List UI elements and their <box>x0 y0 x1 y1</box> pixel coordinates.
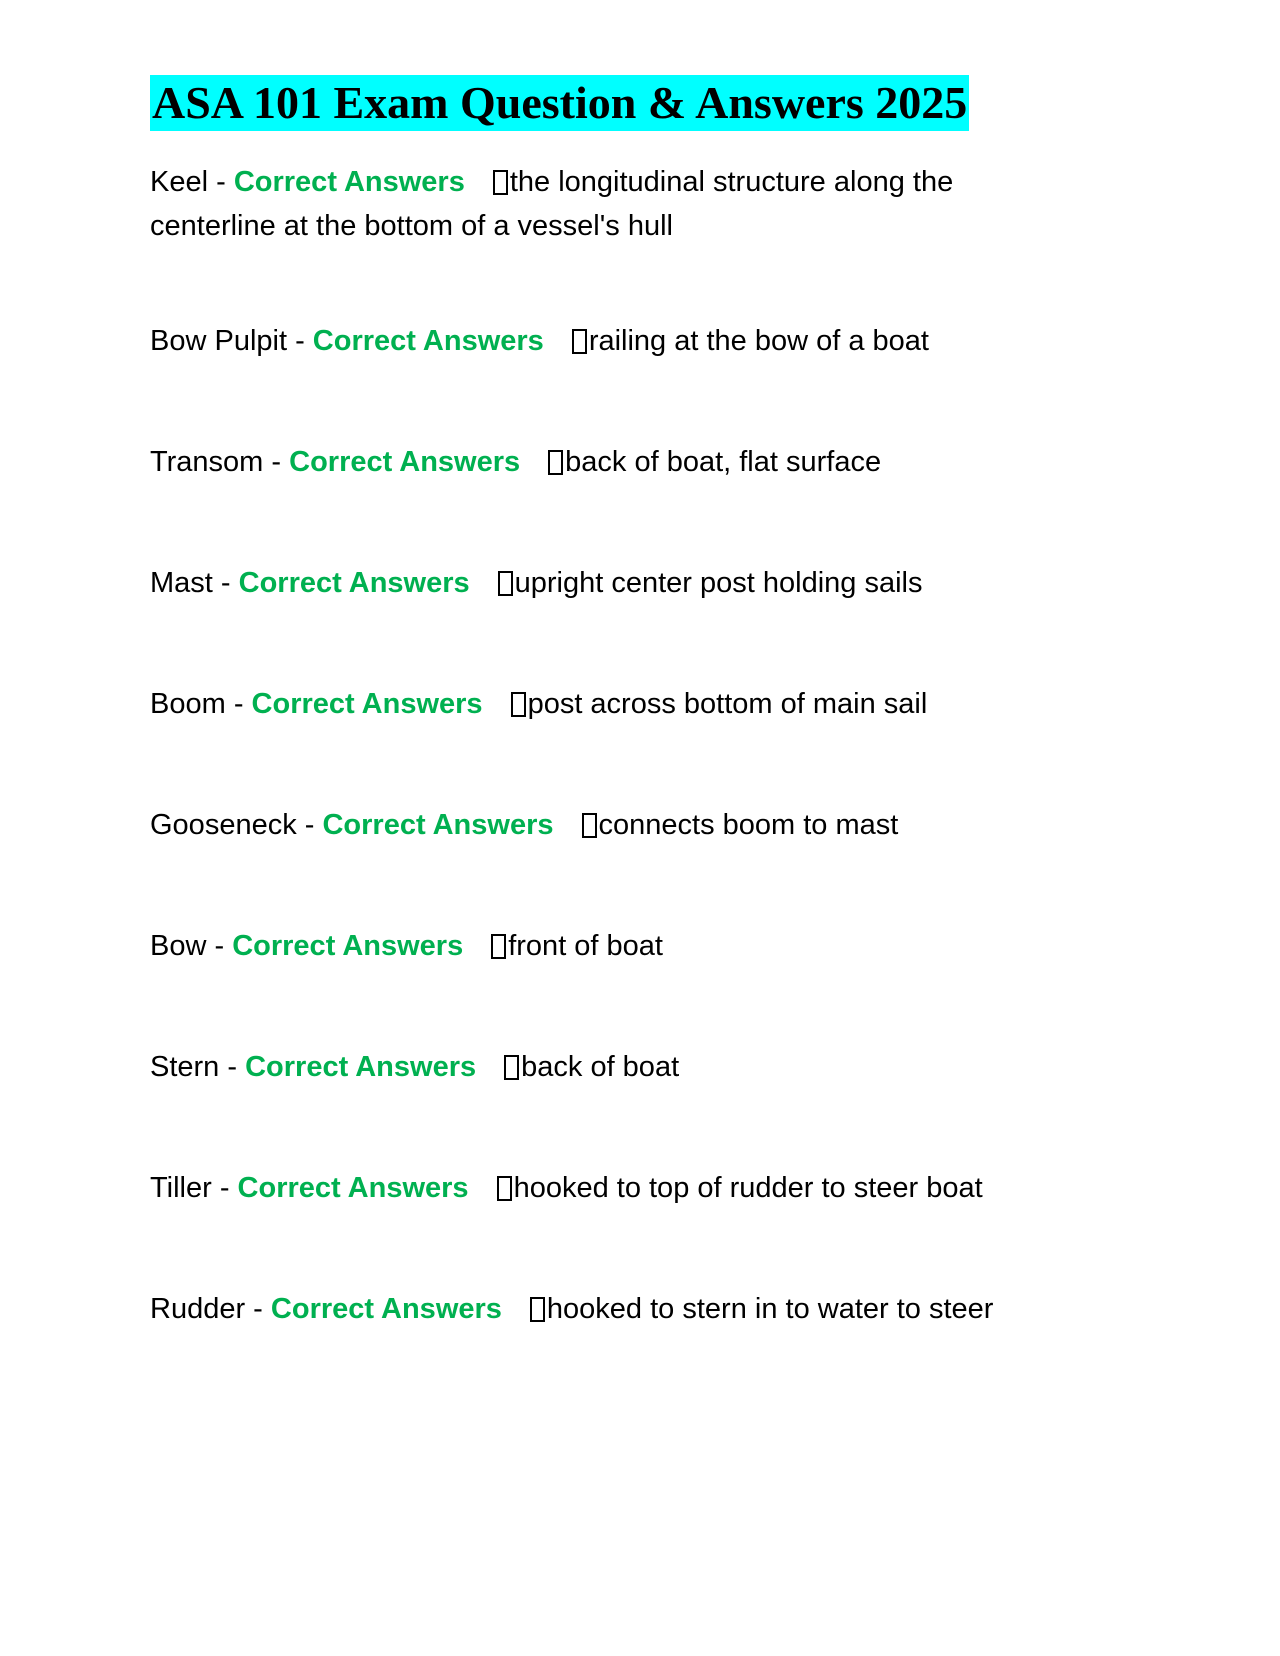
definition: connects boom to mast <box>598 809 899 841</box>
separator: - <box>245 1293 271 1325</box>
answer-label: Correct Answers <box>289 446 521 478</box>
term: Keel <box>150 166 209 198</box>
qa-item-boom <box>150 682 1050 726</box>
separator: - <box>208 166 234 198</box>
answer-label: Correct Answers <box>232 930 464 962</box>
definition: front of boat <box>508 930 663 962</box>
qa-item-stern <box>150 1045 1050 1089</box>
definition: railing at the bow of a boat <box>588 325 929 357</box>
separator: - <box>212 567 239 599</box>
term: Boom <box>150 688 226 720</box>
qa-item-gooseneck <box>150 803 1050 847</box>
qa-item-keel <box>150 160 1050 248</box>
definition: post across bottom of main sail <box>527 688 928 720</box>
separator: - <box>225 688 252 720</box>
box-icon <box>548 450 563 475</box>
box-icon <box>491 934 506 959</box>
qa-item-mast <box>150 561 1050 605</box>
term: Transom <box>150 446 264 478</box>
term: Stern <box>150 1051 220 1083</box>
box-icon <box>497 1176 512 1201</box>
definition: the longitudinal structure along the centerline at the bottom of a vessel's hull <box>150 166 954 242</box>
qa-item-tiller <box>150 1166 1050 1210</box>
definition: back of boat <box>521 1051 680 1083</box>
box-icon <box>498 571 513 596</box>
separator: - <box>296 809 323 841</box>
qa-item-bow <box>150 924 1050 968</box>
answer-label: Correct Answers <box>238 567 470 599</box>
definition: upright center post holding sails <box>514 567 923 599</box>
definition: hooked to top of rudder to steer boat <box>513 1172 983 1204</box>
qa-item-transom <box>150 440 1050 484</box>
box-icon <box>493 170 508 195</box>
answer-label: Correct Answers <box>312 325 544 357</box>
definition: back of boat, flat surface <box>565 446 882 478</box>
box-icon <box>511 692 526 717</box>
answer-label: Correct Answers <box>322 809 554 841</box>
term: Tiller <box>150 1172 212 1204</box>
separator: - <box>206 930 233 962</box>
answer-label: Correct Answers <box>237 1172 469 1204</box>
term: Bow Pulpit <box>150 325 288 357</box>
separator: - <box>287 325 313 357</box>
answer-label: Correct Answers <box>233 166 465 198</box>
box-icon <box>530 1297 545 1322</box>
term: Gooseneck <box>150 809 297 841</box>
term: Mast <box>150 567 213 599</box>
separator: - <box>219 1051 246 1083</box>
box-icon <box>582 813 597 838</box>
box-icon <box>504 1055 519 1080</box>
answer-label: Correct Answers <box>251 688 483 720</box>
qa-item-rudder <box>150 1287 1050 1331</box>
term: Bow <box>150 930 207 962</box>
answer-label: Correct Answers <box>245 1051 477 1083</box>
qa-list <box>150 160 1050 1408</box>
box-icon <box>572 329 587 354</box>
term: Rudder <box>150 1293 246 1325</box>
answer-label: Correct Answers <box>270 1293 502 1325</box>
qa-item-bow-pulpit <box>150 319 1050 363</box>
separator: - <box>211 1172 238 1204</box>
separator: - <box>263 446 290 478</box>
page-title: ASA 101 Exam Question & Answers 2025 <box>150 75 969 131</box>
definition: hooked to stern in to water to steer <box>546 1293 994 1325</box>
